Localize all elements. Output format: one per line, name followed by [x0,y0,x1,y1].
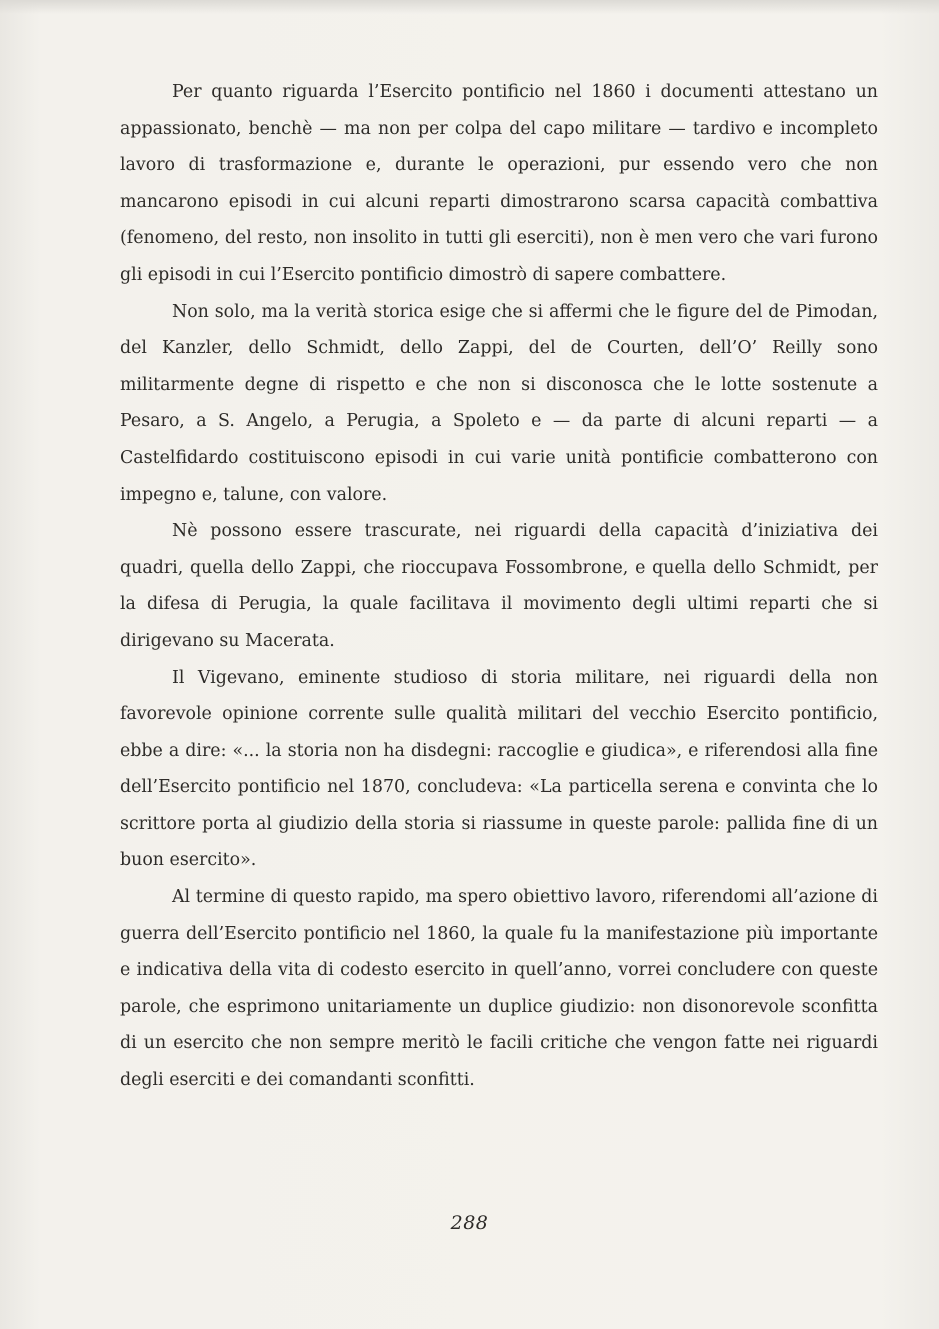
page-number: 288 [450,1212,489,1234]
paragraph-2: Non solo, ma la verità storica esige che si affermi che le figure del de Pimodan, del Kanzler, dello Schmidt, dello Zappi, del de Courten, dell’O’ Reilly sono militarmente degne di rispetto e che non si disconosca che le lotte sostenute a Pesaro, a S. Angelo, a Perugia, a Spoleto e — da parte di alcuni reparti — a Castelfidardo costituiscono episodi in cui varie unità pontificie combatterono con impegno e, talune, con valore. [120,301,878,505]
body-text [120,74,878,1099]
paragraph-1: Per quanto riguarda l’Esercito pontificio nel 1860 i documenti attestano un appassionato, benchè — ma non per colpa del capo militare — tardivo e incompleto lavoro di trasformazione e, durante le operazioni, pur essendo vero che non mancarono episodi in cui alcuni reparti dimostrarono scarsa capacità combattiva (fenomeno, del resto, non insolito in tutti gli eserciti), non è men vero che vari furono gli episodi in cui l’Esercito pontificio dimostrò di sapere combattere. [120,82,878,285]
paragraph-5: Al termine di questo rapido, ma spero obiettivo lavoro, riferendomi all’azione di guerra dell’Esercito pontificio nel 1860, la quale fu la manifestazione più importante e indicativa della vita di codesto esercito in quell’anno, vorrei concludere con queste parole, che esprimono unitariamente un duplice giudizio: non disonorevole sconfitta di un esercito che non sempre meritò le facili critiche che vengon fatte nei riguardi degli eserciti e dei comandanti sconfitti. [120,887,878,1091]
paragraph-3: Nè possono essere trascurate, nei riguardi della capacità d’iniziativa dei quadri, quella dello Zappi, che rioccupava Fossombrone, e quella dello Schmidt, per la difesa di Perugia, la quale facilitava il movimento degli ultimi reparti che si dirigevano su Macerata. [120,521,878,651]
scan-edge-shadow [0,0,939,14]
paragraph-4: Il Vigevano, eminente studioso di storia militare, nei riguardi della non favorevole opinione corrente sulle qualità militari del vecchio Esercito pontificio, ebbe a dire: «... la storia non ha disdegni: raccoglie e giudica», e riferendosi alla fine dell’Esercito pontificio nel 1870, concludeva: «La particella serena e convinta che lo scrittore porta al giudizio della storia si riassume in queste parole: pallida fine di un buon esercito». [120,667,878,871]
